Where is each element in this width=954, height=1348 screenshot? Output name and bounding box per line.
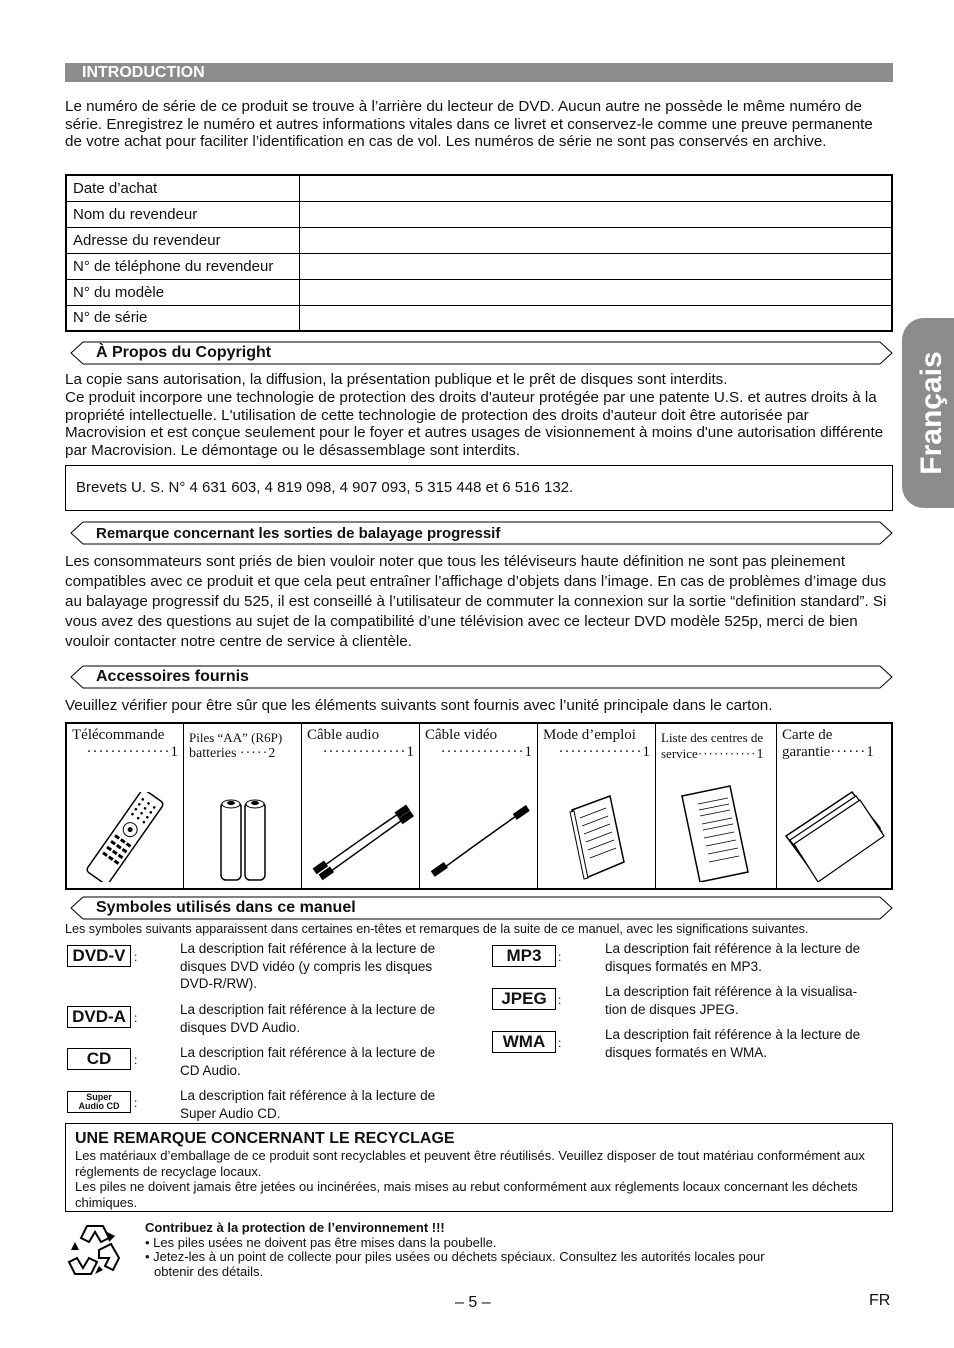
environment-note — [145, 1221, 765, 1279]
desc-line: La description fait référence à la lecture de — [180, 1045, 436, 1060]
service-list-illustration — [656, 782, 776, 882]
accessory-manual: Mode d’emploi ··············1 — [538, 724, 656, 888]
desc-line: La description fait référence à la lecture de — [180, 1088, 436, 1103]
accessory-qty: 1 — [642, 744, 650, 760]
recycle-icon — [63, 1218, 127, 1286]
desc-line: Super Audio CD. — [180, 1105, 281, 1121]
registration-table — [65, 174, 893, 332]
accessory-remote: Télécommande ··············1 — [67, 724, 184, 888]
jpeg-description — [605, 983, 857, 1018]
section-title: Symboles utilisés dans ce manuel — [96, 899, 356, 916]
accessory-label-2: garantie — [782, 744, 831, 760]
remote-illustration — [67, 792, 183, 882]
table-label: Date d’achat — [66, 175, 299, 201]
colon: : — [558, 993, 562, 1007]
table-row — [66, 279, 892, 305]
intro-text: Le numéro de série de ce produit se trouve à l’arrière du lecteur de DVD. Aucun autre ne possède le même numéro de série. Enregistrez le numéro et autres informations vitales dans ce livret et conservez-le comme une preuve permanente de votre achat pour faciliter l’identification en cas de vol. Les numéros de série ne sont pas conservés en archive. — [65, 98, 873, 150]
accessory-label: Piles “AA” (R6P) — [189, 730, 283, 745]
cd-description — [180, 1044, 435, 1079]
symbols-heading — [65, 896, 893, 920]
desc-line: La description fait référence à la lecture de — [180, 1002, 436, 1017]
accessory-label: Liste des centres de — [661, 730, 764, 745]
accessories-heading — [65, 665, 893, 689]
accessory-service-list: Liste des centres de service···········1 — [656, 724, 777, 888]
accessory-qty: 1 — [866, 744, 874, 760]
recycling-text-2: Les piles ne doivent jamais être jetées ou incinérées, mais mises au rebut conformément aux réglements locaux concernant les déchets chimiques. — [75, 1179, 858, 1210]
accessory-qty: 2 — [268, 746, 276, 761]
dvda-description — [180, 1001, 435, 1036]
table-label: Adresse du revendeur — [66, 227, 299, 253]
mp3-badge: MP3 — [492, 945, 556, 967]
language-tab — [902, 318, 954, 508]
symbols-intro: Les symboles suivants apparaissent dans certaines en-têtes et remarques de la suite de ce manuel, avec les significations suivantes. — [65, 922, 809, 936]
recycling-box — [65, 1123, 893, 1212]
table-value — [299, 201, 892, 227]
desc-line: DVD-R/RW). — [180, 976, 257, 991]
table-value — [299, 253, 892, 279]
table-value — [299, 279, 892, 305]
desc-line: disques DVD Audio. — [180, 1019, 301, 1035]
accessories-intro: Veuillez vérifier pour être sûr que les éléments suivants sont fournis avec l’unité principale dans le carton. — [65, 697, 773, 714]
table-value — [299, 305, 892, 331]
dvda-badge: DVD-A — [67, 1006, 131, 1028]
recycling-title: UNE REMARQUE CONCERNANT LE RECYCLAGE — [75, 1130, 455, 1147]
environment-bullet-2-cont: obtenir des détails. — [154, 1263, 264, 1279]
progressive-text: Les consommateurs sont priés de bien vouloir noter que tous les téléviseurs haute définition ne sont pas pleinement compatibles avec ce produit et que cela peut entraîner l’affichage d’objets dans l’image. En cas de problèmes d’image dus au balayage progressif du 525, il est conseillé à l’utilisateur de commuter la connexion sur la sortie “definition standard”. Si vous avez des questions au sujet de la compatibilité d’une télévision avec ce lecteur DVD modèle 525p, merci de bien vouloir contacter notre centre de service à clientèle. — [65, 553, 887, 650]
accessory-qty: 1 — [524, 744, 532, 760]
copyright-line1: La copie sans autorisation, la diffusion, la présentation publique et le prêt de disques sont interdits. — [65, 371, 728, 388]
dvdv-badge: DVD-V — [67, 945, 131, 967]
language-code: FR — [869, 1292, 891, 1309]
section-title: Remarque concernant les sorties de balayage progressif — [96, 525, 501, 542]
accessory-label: Câble vidéo — [425, 727, 498, 743]
accessory-label: Mode d’emploi — [543, 727, 636, 743]
accessories-table — [65, 722, 893, 890]
environment-bullet-1: • Les piles usées ne doivent pas être mises dans la poubelle. — [145, 1234, 497, 1250]
colon: : — [134, 1053, 138, 1067]
accessory-label: Carte de — [782, 727, 833, 743]
table-row — [66, 175, 892, 201]
desc-line: tion de disques JPEG. — [605, 1001, 739, 1017]
page-number: – 5 – — [455, 1294, 491, 1311]
sacd-description — [180, 1087, 435, 1122]
intro-heading: INTRODUCTION — [65, 63, 893, 82]
desc-line: La description fait référence à la lecture de — [605, 941, 861, 956]
desc-line: disques formatés en WMA. — [605, 1044, 768, 1060]
table-row — [66, 305, 892, 331]
accessory-qty: 1 — [170, 744, 178, 760]
table-value — [299, 175, 892, 201]
accessory-label: Télécommande — [72, 727, 165, 743]
accessory-label-2: service — [661, 746, 698, 761]
table-row — [66, 227, 892, 253]
sacd-line: Super — [86, 1092, 112, 1102]
colon: : — [558, 950, 562, 964]
section-title: Accessoires fournis — [96, 668, 249, 685]
table-label: N° de série — [66, 305, 299, 331]
sacd-badge — [67, 1091, 131, 1113]
environment-title: Contribuez à la protection de l’environnement !!! — [145, 1220, 445, 1235]
copyright-heading — [65, 341, 893, 365]
desc-line: La description fait référence à la visualisa- — [605, 984, 858, 999]
desc-line: disques formatés en MP3. — [605, 958, 762, 974]
manual-illustration — [538, 792, 655, 882]
colon: : — [134, 950, 138, 964]
accessory-batteries: Piles “AA” (R6P) batteries ·····2 — [184, 724, 302, 888]
language-tab-label: Français — [915, 351, 948, 475]
wma-description — [605, 1026, 860, 1061]
table-label: N° du modèle — [66, 279, 299, 305]
dvdv-description — [180, 940, 435, 993]
audio-cable-illustration — [302, 802, 419, 882]
desc-line: La description fait référence à la lecture de — [180, 941, 436, 956]
accessory-audio-cable: Câble audio ··············1 — [302, 724, 420, 888]
desc-line: disques DVD vidéo (y compris les disques — [180, 958, 433, 974]
colon: : — [134, 1096, 138, 1110]
desc-line: La description fait référence à la lecture de — [605, 1027, 861, 1042]
colon: : — [558, 1036, 562, 1050]
table-row — [66, 201, 892, 227]
accessory-qty: 1 — [756, 747, 764, 762]
accessory-label: Câble audio — [307, 727, 380, 743]
accessory-label-2: batteries — [189, 746, 237, 761]
cd-badge: CD — [67, 1048, 131, 1070]
wma-badge: WMA — [492, 1031, 556, 1053]
accessory-video-cable: Câble vidéo ··············1 — [420, 724, 538, 888]
table-label: Nom du revendeur — [66, 201, 299, 227]
table-row — [66, 253, 892, 279]
accessory-warranty: Carte de garantie······1 — [777, 724, 891, 888]
batteries-illustration — [184, 796, 301, 882]
warranty-illustration — [777, 786, 891, 882]
table-label: N° de téléphone du revendeur — [66, 253, 299, 279]
environment-bullet-2: • Jetez-les à un point de collecte pour piles usées ou déchets spéciaux. Consultez les autorités locales pour — [145, 1249, 765, 1264]
patent-box: Brevets U. S. N° 4 631 603, 4 819 098, 4 907 093, 5 315 448 et 6 516 132. — [65, 465, 893, 511]
progressive-heading — [65, 521, 893, 545]
video-cable-illustration — [420, 802, 537, 882]
desc-line: CD Audio. — [180, 1062, 241, 1078]
mp3-description — [605, 940, 860, 975]
accessory-qty: 1 — [406, 744, 414, 760]
section-title: À Propos du Copyright — [96, 344, 272, 361]
table-value — [299, 227, 892, 253]
jpeg-badge: JPEG — [492, 988, 556, 1010]
recycling-text-1: Les matériaux d’emballage de ce produit sont recyclables et peuvent être réutilisés. Veuillez disposer de tout matériau conformément aux réglements de recyclage locaux. — [75, 1148, 865, 1179]
copyright-line2: Ce produit incorpore une technologie de protection des droits d'auteur protégée par une patente U.S. et autres droits à la propriété intellectuelle. L'utilisation de cette technologie de protection des droits d'auteur doit être autorisée par Macrovision et est conçue seulement pour le foyer et autres usages de visionnement à moins d'une autorisation différente par Macrovision. Le démontage ou le désassemblage sont interdits. — [65, 389, 884, 459]
sacd-line: Audio CD — [78, 1101, 120, 1111]
colon: : — [134, 1011, 138, 1025]
